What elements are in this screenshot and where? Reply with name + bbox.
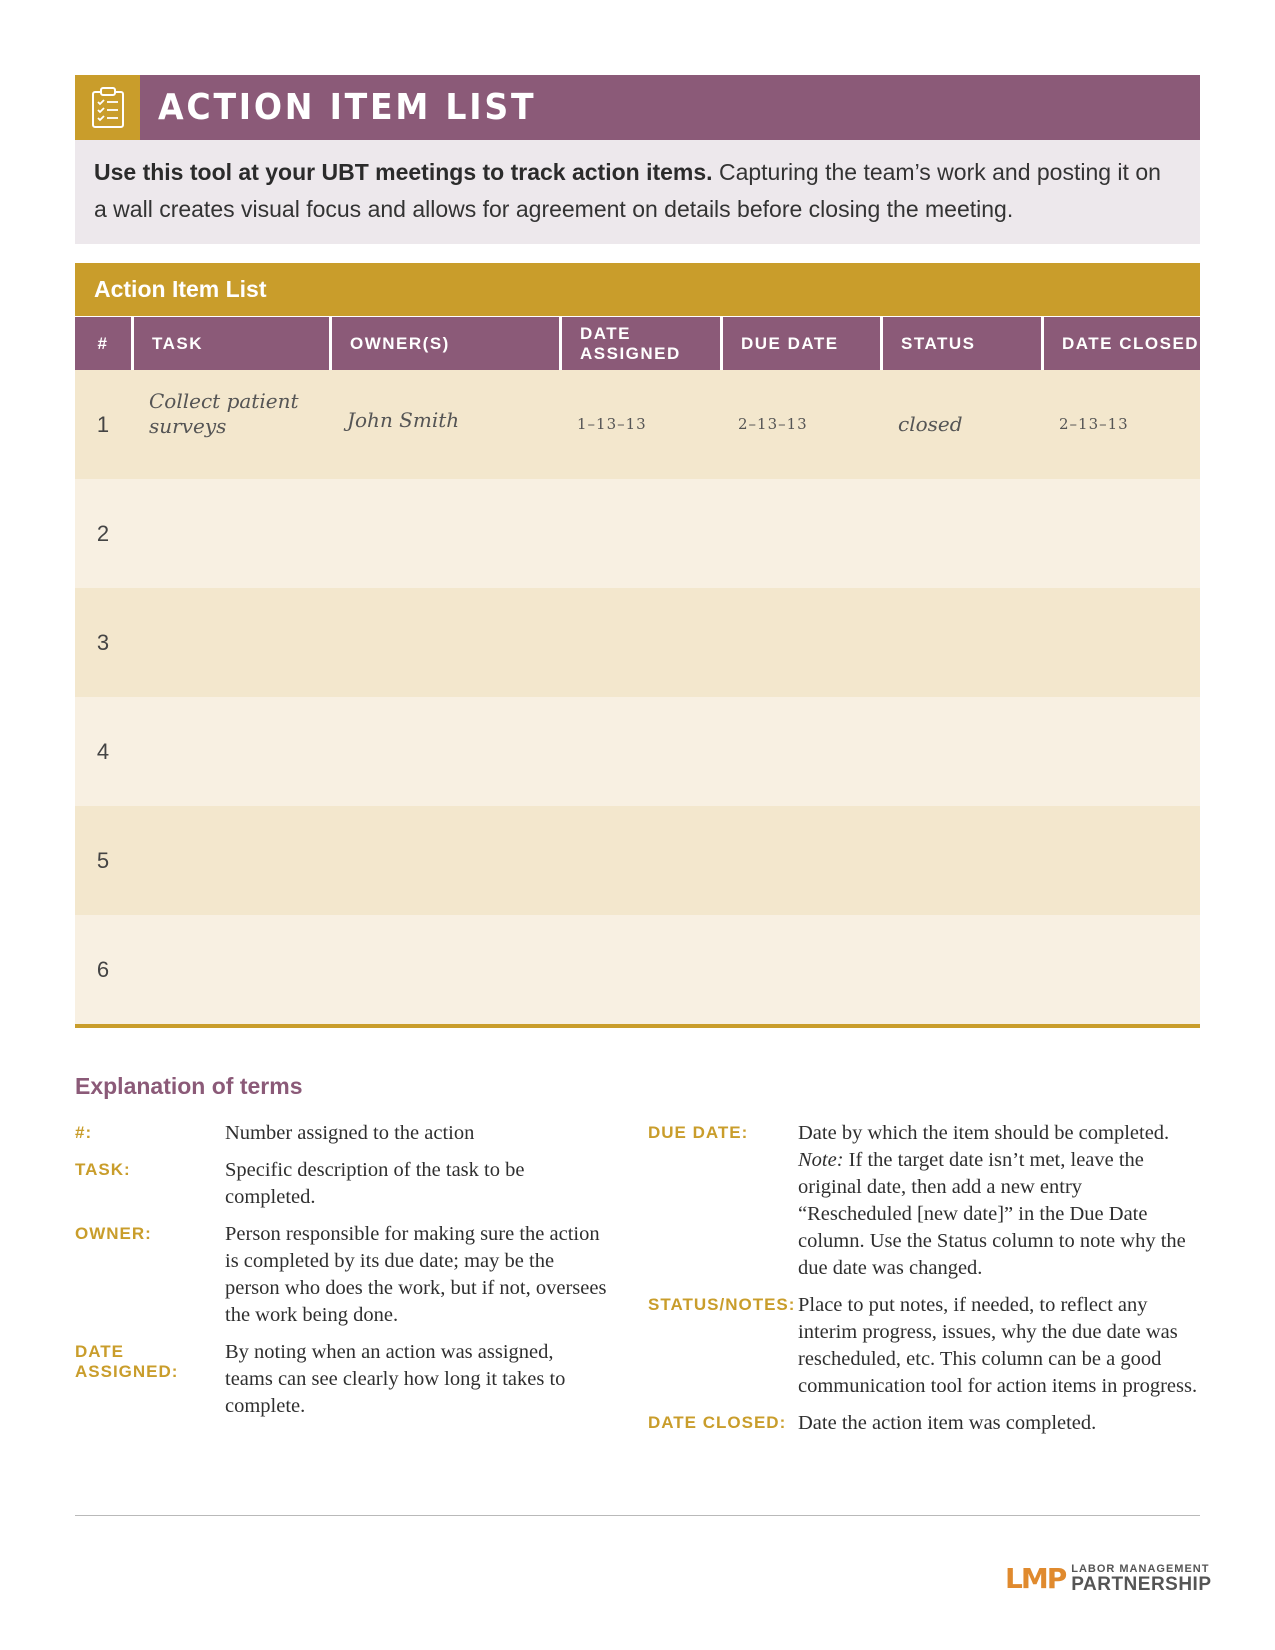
cell-date-closed[interactable] <box>1041 588 1200 697</box>
cell-task[interactable] <box>131 697 329 806</box>
term-due-date <box>648 1120 1208 1282</box>
cell-date-assigned[interactable] <box>559 806 720 915</box>
cell-date-assigned[interactable] <box>559 915 720 1024</box>
row-number: 6 <box>96 956 110 982</box>
row-number: 5 <box>96 847 110 873</box>
row-number: 4 <box>96 738 110 764</box>
cell-owner[interactable]: John Smith <box>347 408 460 432</box>
term-task <box>75 1157 615 1211</box>
cell-status[interactable] <box>880 806 1041 915</box>
term-date-closed <box>648 1410 1208 1437</box>
cell-date-assigned[interactable]: 1–13–13 <box>577 415 647 433</box>
cell-owner[interactable] <box>329 588 559 697</box>
column-header-date-closed: DATE CLOSED <box>1041 317 1200 370</box>
cell-task[interactable] <box>131 915 329 1024</box>
term-key: STATUS/NOTES: <box>648 1295 796 1314</box>
term-date-assigned <box>75 1339 615 1420</box>
due-date-definition: Date by which the item should be completed. <box>798 1122 1170 1144</box>
column-header-task: TASK <box>131 317 329 370</box>
footer-divider <box>75 1515 1200 1516</box>
table-row <box>75 915 1200 1024</box>
logo-text <box>1071 1564 1211 1594</box>
cell-due-date[interactable]: 2–13–13 <box>738 415 808 433</box>
cell-date-closed[interactable] <box>1041 697 1200 806</box>
term-number <box>75 1120 615 1147</box>
term-definition: Specific description of the task to be completed. <box>225 1159 525 1208</box>
page-title: ACTION ITEM LIST <box>158 87 537 128</box>
cell-status[interactable] <box>880 479 1041 588</box>
cell-task[interactable] <box>131 806 329 915</box>
cell-due-date[interactable] <box>720 915 880 1024</box>
term-definition: Number assigned to the action <box>225 1122 475 1144</box>
cell-due-date[interactable] <box>720 479 880 588</box>
table-caption: Action Item List <box>75 263 1200 316</box>
action-item-table <box>75 263 1200 1028</box>
cell-status[interactable]: closed <box>898 412 963 436</box>
cell-due-date[interactable] <box>720 806 880 915</box>
intro-bold: Use this tool at your UBT meetings to track action items. <box>94 159 713 185</box>
clipboard-checklist-icon <box>75 75 140 140</box>
column-header-number: # <box>97 333 109 353</box>
cell-owner[interactable] <box>329 915 559 1024</box>
row-number: 1 <box>96 411 110 437</box>
term-key: DATE ASSIGNED: <box>75 1342 179 1381</box>
cell-due-date[interactable] <box>720 697 880 806</box>
term-definition: Date the action item was completed. <box>798 1412 1097 1434</box>
term-definition: Place to put notes, if needed, to reflect any interim progress, issues, why the due date was rescheduled, etc. This column can be a good communication tool for action items in progress. <box>798 1294 1198 1397</box>
terms-right-column <box>648 1120 1208 1447</box>
term-key: TASK: <box>75 1160 131 1179</box>
table-row <box>75 370 1200 479</box>
cell-owner[interactable] <box>329 806 559 915</box>
cell-date-assigned[interactable] <box>559 697 720 806</box>
term-definition <box>798 1120 1198 1282</box>
cell-status[interactable] <box>880 697 1041 806</box>
term-status-notes <box>648 1292 1208 1400</box>
table-header <box>75 316 1200 370</box>
row-number: 3 <box>96 629 110 655</box>
logo-mark: LMP <box>1005 1562 1066 1595</box>
term-key: DATE CLOSED: <box>648 1413 787 1432</box>
intro-text <box>75 140 1200 244</box>
cell-date-closed[interactable] <box>1041 806 1200 915</box>
table-row <box>75 479 1200 588</box>
cell-date-assigned[interactable] <box>559 479 720 588</box>
cell-task[interactable] <box>131 588 329 697</box>
cell-date-closed[interactable]: 2–13–13 <box>1059 415 1129 433</box>
column-header-due-date: DUE DATE <box>720 317 880 370</box>
table-row <box>75 588 1200 697</box>
column-header-date-assigned: DATE ASSIGNED <box>559 317 720 370</box>
terms-title: Explanation of terms <box>75 1073 303 1099</box>
term-definition: Person responsible for making sure the action is completed by its due date; may be the person who does the work, but if not, oversees the work being done. <box>225 1223 607 1326</box>
term-key: OWNER: <box>75 1224 152 1243</box>
cell-owner[interactable] <box>329 697 559 806</box>
cell-status[interactable] <box>880 588 1041 697</box>
cell-date-closed[interactable] <box>1041 915 1200 1024</box>
term-owner <box>75 1221 615 1329</box>
lmp-logo <box>1005 1562 1212 1595</box>
terms-left-column <box>75 1120 615 1430</box>
header-bar <box>75 75 1200 140</box>
term-key: DUE DATE: <box>648 1123 749 1142</box>
logo-line1: LABOR MANAGEMENT <box>1071 1562 1210 1575</box>
table-bottom-rule <box>75 1024 1200 1028</box>
table-row <box>75 697 1200 806</box>
row-number: 2 <box>96 520 110 546</box>
cell-owner[interactable] <box>329 479 559 588</box>
due-date-note: If the target date isn’t met, leave the original date, then add a new entry “Rescheduled [new date]” in the Due Date column. Use the Status column to note why the due date was changed. <box>798 1149 1186 1279</box>
term-definition: By noting when an action was assigned, teams can see clearly how long it takes to complete. <box>225 1341 566 1417</box>
term-key: #: <box>75 1123 93 1142</box>
cell-date-assigned[interactable] <box>559 588 720 697</box>
intro-body: Capturing the team’s work and posting it on a wall creates visual focus and allows for agreement on details before closing the meeting. <box>94 159 1161 222</box>
logo-line2: PARTNERSHIP <box>1071 1573 1212 1595</box>
cell-task[interactable] <box>131 479 329 588</box>
cell-task[interactable]: Collect patient surveys <box>149 388 299 438</box>
note-label: Note: <box>798 1149 844 1171</box>
table-row <box>75 806 1200 915</box>
cell-date-closed[interactable] <box>1041 479 1200 588</box>
column-header-status: STATUS <box>880 317 1041 370</box>
cell-due-date[interactable] <box>720 588 880 697</box>
column-header-owner: OWNER(S) <box>329 317 559 370</box>
cell-status[interactable] <box>880 915 1041 1024</box>
